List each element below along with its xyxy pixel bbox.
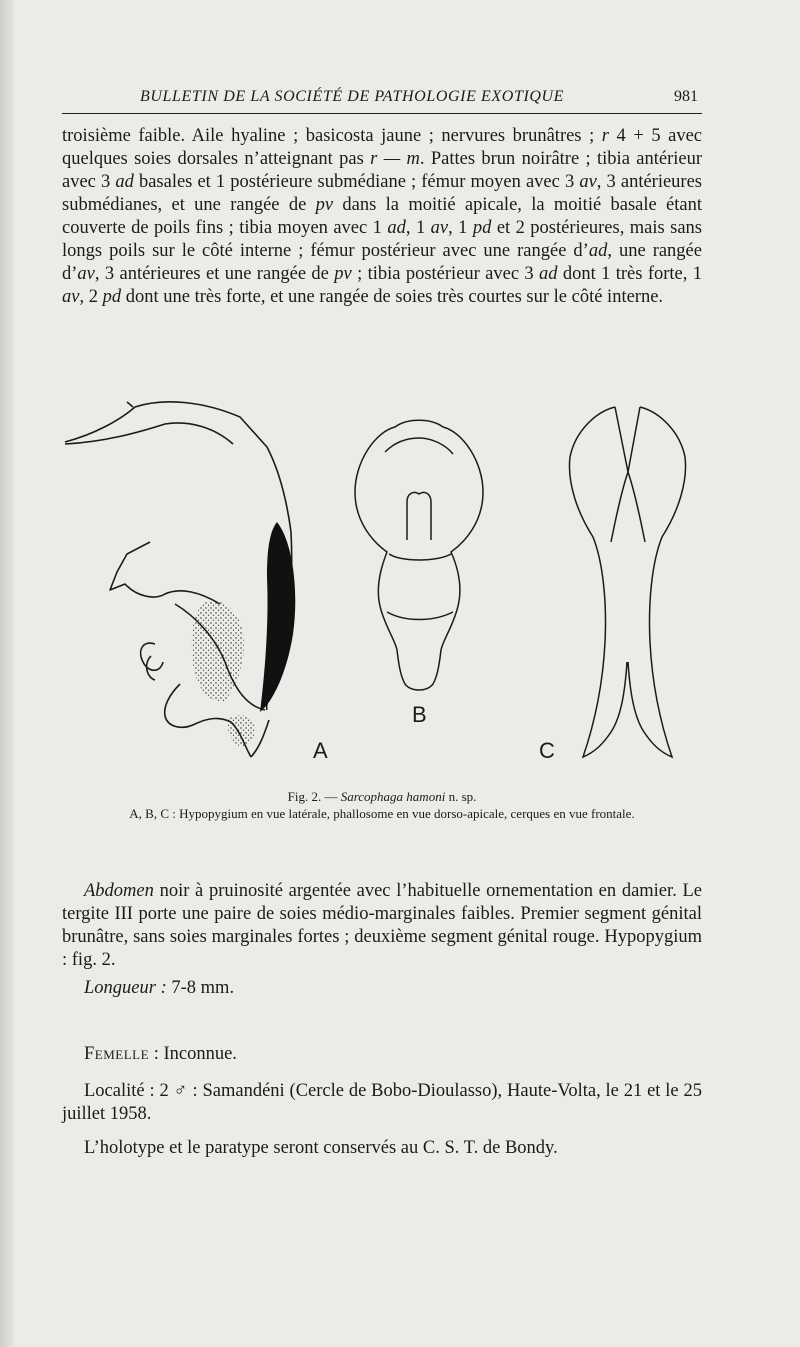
hypopygium-lateral-drawing <box>65 402 292 757</box>
figure-hypopygium <box>55 372 725 782</box>
figure-label-c: C <box>539 738 555 763</box>
abdomen-paragraph: Abdomen noir à pruinosité argentée avec l’habituelle ornementation en damier. Le tergite III porte une paire de soies médio-marginales faibles. Premier segment génital brunâtre, sans soies marginales fortes ; deuxième segment génital rouge. Hypopygium : fig. 2. <box>62 881 702 970</box>
localite-paragraph: Localité : 2 ♂ : Samandéni (Cercle de Bobo-Dioulasso), Haute-Volta, le 21 et le 25 juillet 1958. <box>62 1081 702 1124</box>
hypopygium-dark-region <box>260 522 295 712</box>
phallosome-drawing <box>355 420 483 690</box>
header-rule <box>62 113 702 114</box>
caption-line-2: A, B, C : Hypopygium en vue latérale, phallosome en vue dorso-apicale, cerques en vue frontale. <box>129 806 635 821</box>
cerci-drawing <box>569 407 685 757</box>
legs-description-paragraph: troisième faible. Aile hyaline ; basicosta jaune ; nervures brunâtres ; r 4 + 5 avec quelques soies dorsales n’atteignant pas r — m. Pattes brun noirâtre ; tibia antérieur avec 3 ad basales et 1 postérieure submédiane ; fémur moyen avec 3 av, 3 antérieures submédianes, et une rangée de pv dans la moitié apicale, la moitié basale étant couverte de poils fins ; tibia moyen avec 1 ad, 1 av, 1 pd et 2 postérieures, mais sans longs poils sur le côté interne ; fémur postérieur avec une rangée d’ad, une rangée d’av, 3 antérieures et une rangée de pv ; tibia postérieur avec 3 ad dont 1 très forte, 1 av, 2 pd dont une très forte, et une rangée de soies très courtes sur le côté interne. <box>62 126 703 307</box>
figure-label-a: A <box>313 738 328 763</box>
running-head: BULLETIN DE LA SOCIÉTÉ DE PATHOLOGIE EXOTIQUE <box>140 88 565 105</box>
figure-caption <box>62 788 702 822</box>
figure-drawing <box>55 372 725 782</box>
femelle-paragraph: Femelle : Inconnue. <box>84 1044 237 1064</box>
hypopygium-stippled-tip <box>227 715 255 748</box>
longueur-paragraph: Longueur : 7-8 mm. <box>84 978 235 998</box>
holotype-paragraph: L’holotype et le paratype seront conservés au C. S. T. de Bondy. <box>84 1138 558 1158</box>
caption-line-1: Fig. 2. — Sarcophaga hamoni n. sp. <box>287 789 477 804</box>
page-number: 981 <box>674 88 698 105</box>
figure-label-b: B <box>412 702 427 727</box>
